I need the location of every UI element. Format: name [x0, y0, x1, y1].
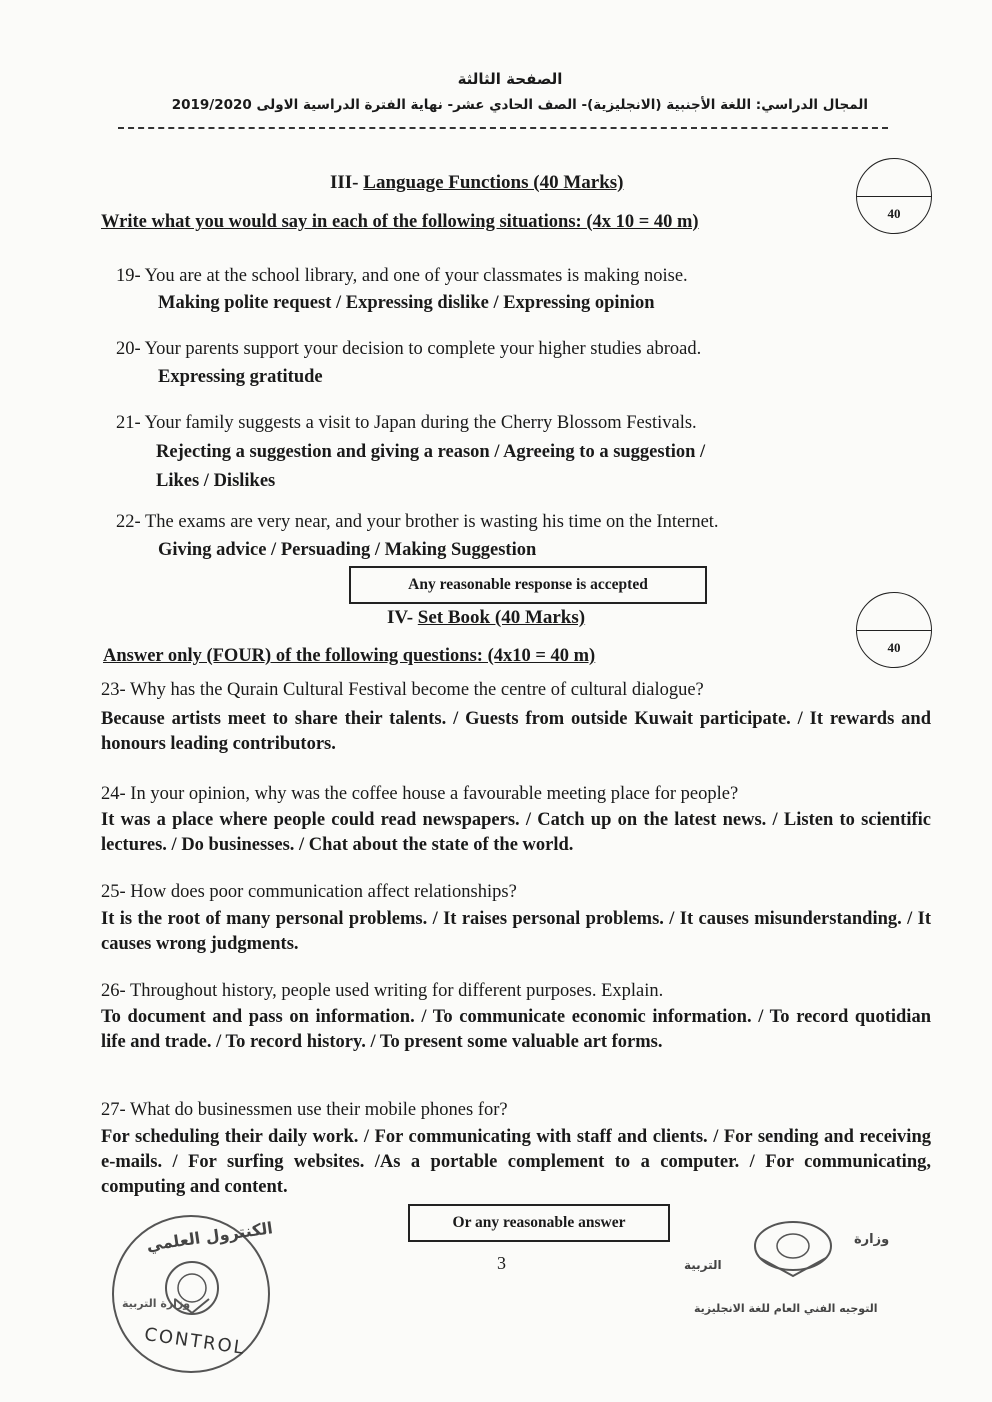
question-24: 24- In your opinion, why was the coffee house a favourable meeting place for people?: [101, 784, 739, 804]
ministry-emblem-icon: [750, 1218, 836, 1280]
question-26: 26- Throughout history, people used writing for different purposes. Explain.: [101, 981, 664, 1001]
ministry-stamp-line2: التربية: [684, 1258, 722, 1272]
section-3-title: III- Language Functions (40 Marks): [330, 172, 624, 193]
question-26-answer: To document and pass on information. / To communicate economic information. / To record quotidian life and trade. / To record history. / To present some valuable art forms.: [101, 1007, 931, 1052]
question-19-functions: Making polite request / Expressing dislike / Expressing opinion: [158, 293, 655, 313]
section-4-mark-circle: [856, 592, 932, 668]
question-22: 22- The exams are very near, and your brother is wasting his time on the Internet.: [116, 512, 719, 532]
section-3-note-box: Any reasonable response is accepted: [349, 566, 707, 604]
question-21-functions: Rejecting a suggestion and giving a reason / Agreeing to a suggestion /: [156, 442, 706, 462]
section-4-instruction: Answer only (FOUR) of the following questions: (4x10 = 40 m): [103, 646, 596, 666]
question-22-functions: Giving advice / Persuading / Making Suggestion: [158, 540, 537, 560]
ministry-stamp-line3: التوجيه الفني العام للغة الانجليزية: [694, 1302, 878, 1315]
subject-line: المجال الدراسي: اللغة الأجنبية (الانجليزية)- الصف الحادي عشر- نهاية الفترة الدراسية الاولى 2019/2020: [171, 97, 868, 113]
control-stamp-label: CONTROL: [143, 1324, 247, 1359]
question-25: 25- How does poor communication affect relationships?: [101, 882, 517, 902]
page-title-arabic: الصفحة الثالثة: [457, 70, 563, 88]
question-21: 21- Your family suggests a visit to Japan during the Cherry Blossom Festivals.: [116, 413, 697, 433]
question-24-answer: It was a place where people could read newspapers. / Catch up on the latest news. / Listen to scientific lectures. / Do businesses. / Chat about the state of the world.: [101, 810, 931, 855]
section-3-mark: 40: [887, 206, 901, 221]
ministry-stamp-line1: وزارة: [854, 1232, 890, 1247]
section-4-note-box: Or any reasonable answer: [408, 1204, 670, 1242]
question-23-answer: Because artists meet to share their talents. / Guests from outside Kuwait participate. / It rewards and honours leading contributors.: [101, 709, 931, 754]
ministry-stamp: [680, 1210, 902, 1330]
question-19: 19- You are at the school library, and one of your classmates is making noise.: [116, 266, 688, 286]
control-stamp-arc-text: الكنترول العلمي: [145, 1218, 274, 1255]
question-23: 23- Why has the Qurain Cultural Festival become the centre of cultural dialogue?: [101, 680, 704, 700]
section-4-mark: 40: [887, 640, 901, 655]
control-stamp-side-text: وزارة التربية: [122, 1297, 191, 1310]
control-stamp: [112, 1215, 274, 1373]
section-3-instruction: Write what you would say in each of the following situations: (4x 10 = 40 m): [101, 212, 699, 232]
question-20: 20- Your parents support your decision to complete your higher studies abroad.: [116, 339, 702, 359]
question-27-answer: For scheduling their daily work. / For communicating with staff and clients. / For sending and receiving e-mails. / For surfing websites. /As a portable complement to a computer. / For communicating, computing and content.: [101, 1127, 931, 1197]
page-number: 3: [497, 1253, 506, 1273]
question-21-functions-cont: Likes / Dislikes: [156, 471, 276, 491]
header-divider: [118, 127, 888, 129]
section-4-title: IV- Set Book (40 Marks): [387, 607, 586, 628]
question-20-functions: Expressing gratitude: [158, 367, 323, 387]
question-27: 27- What do businessmen use their mobile phones for?: [101, 1100, 508, 1120]
question-25-answer: It is the root of many personal problems. / It raises personal problems. / It causes misunderstanding. / It causes wrong judgments.: [101, 909, 931, 954]
section-3-mark-circle: [856, 158, 932, 234]
